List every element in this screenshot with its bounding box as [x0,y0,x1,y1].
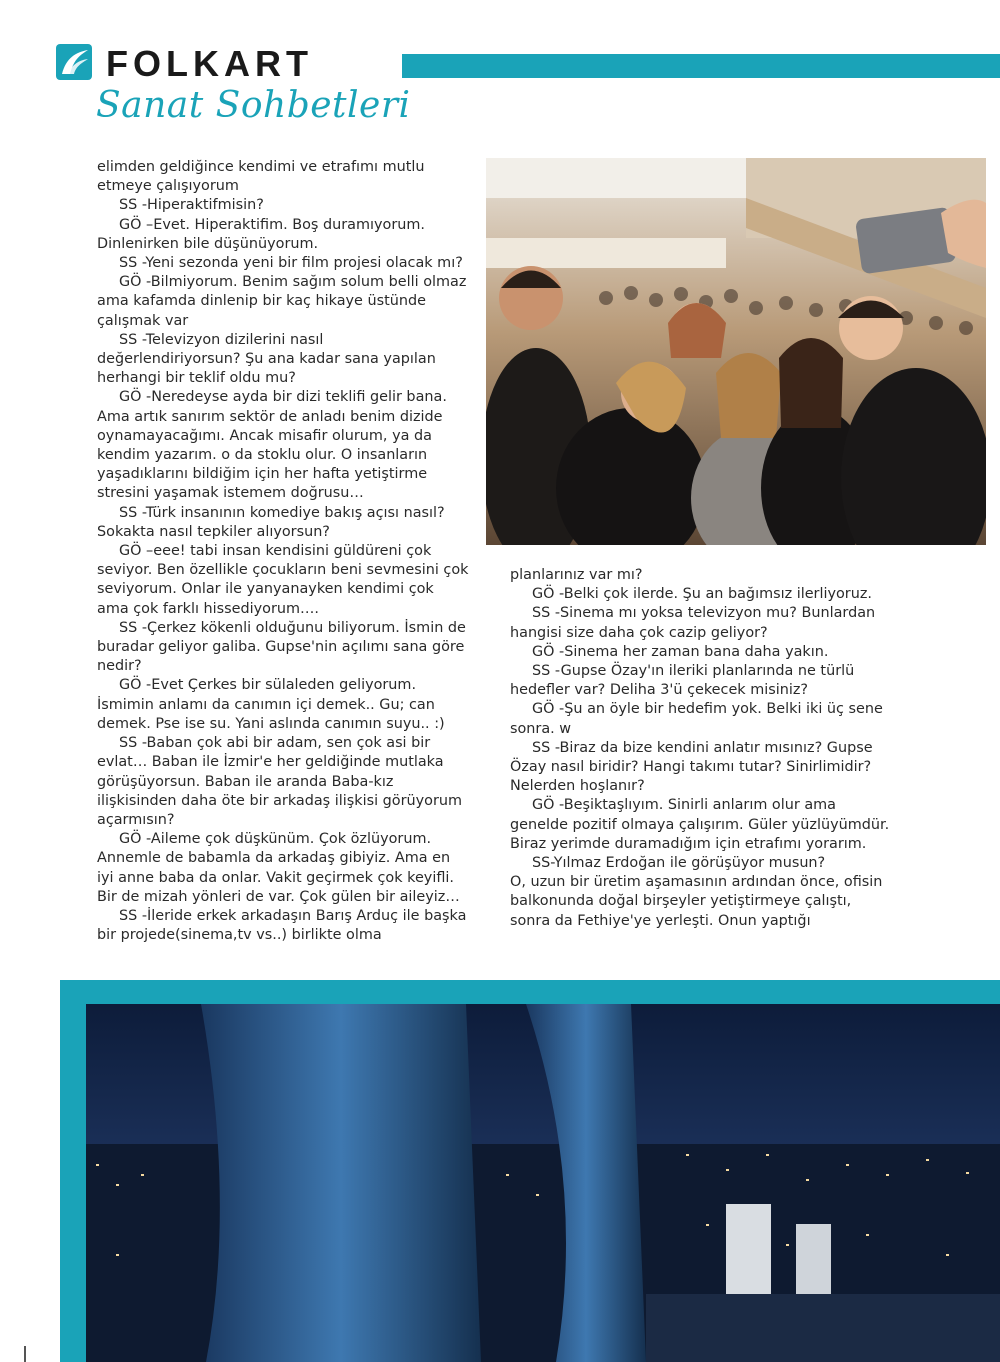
paragraph: planlarınız var mı? [510,567,643,583]
paragraph: elimden geldiğince kendimi ve etrafımı mutlu etmeye çalışıyorum [97,159,425,195]
question: SS -Gupse Özay'ın ileriki planlarında ne türlü hedefler var? Deliha 3'ü çekecek misiniz? [510,663,855,699]
answer: GÖ -Bilmiyorum. Benim sağım solum belli olmaz ama kafamda dinlenip bir kaç hikaye üstünde çalışmak var [97,274,467,329]
answer: GÖ -Aileme çok düşkünüm. Çok özlüyorum. Annemle de babamla da arkadaş gibiyiz. Ama en iyi anne baba da onlar. Vakit geçirmek çok keyifli. Bir de mizah yönleri de var. Çok gülen bir aileyiz… [97,831,460,905]
section-title: Sanat Sohbetleri [96,85,411,126]
question: SS -Yeni sezonda yeni bir film projesi olacak mı? [119,255,463,272]
brand-name: FOLKART [106,43,313,84]
article-right-column [510,566,890,931]
question: SS -Sinema mı yoksa televizyon mu? Bunlardan hangisi size daha çok cazip geliyor? [510,605,876,641]
answer: GÖ -Evet Çerkes bir sülaleden geliyorum. İsmimin anlamı da canımın içi demek.. Gu; can demek. Pse ise su. Yani aslında canımın suyu.. :) [97,677,445,732]
answer: GÖ –eee! tabi insan kendisini güldüreni çok seviyor. Ben özellikle çocukların beni sevmesini çok seviyorum. Onlar ile yanyanayken kendimi çok ama çok farklı hissediyorum…. [97,543,469,617]
folkart-leaf-icon [56,44,92,80]
question: SS -Hiperaktifmisin? [119,197,264,214]
answer: GÖ -Sinema her zaman bana daha yakın. [532,643,829,660]
question: SS -Çerkez kökenli olduğunu biliyorum. İsmin de buradar geliyor galiba. Gupse'nin açılımı sana göre nedir? [97,619,466,675]
article-left-column [97,158,469,945]
question: SS-Yılmaz Erdoğan ile görüşüyor musun? [532,855,826,872]
group-selfie-photo [486,158,986,545]
answer: GÖ -Neredeyse ayda bir dizi teklifi gelir bana. Ama artık sanırım sektör de anladı benim dizide oynamayacağımı. Ancak misafir olurum, ya da kendim yazarım. o da stoklu olur. O insanların yaşadıklarını bildiğim için her hafta yetiştirme stresini yaşamak istemem doğrusu… [97,389,447,502]
night-city-skyline-photo [86,1004,1000,1362]
header-accent-bar [402,54,1000,78]
answer: GÖ –Evet. Hiperaktifim. Boş duramıyorum. Dinlenirken bile düşünüyorum. [97,216,425,252]
question: SS -Televizyon dizilerini nasıl değerlendiriyorsun? Şu ana kadar sana yapılan herhangi bir teklif oldu mu? [97,331,436,387]
page-trim-mark [24,1346,26,1362]
answer: GÖ -Beşiktaşlıyım. Sinirli anlarım olur ama genelde pozitif olmaya çalışırım. Güler yüzlüyümdür. Biraz yerimde duramadığım için etrafımı yorarım. [510,797,890,852]
question: SS -Türk insanının komediye bakış açısı nasıl? Sokakta nasıl tepkiler alıyorsun? [97,504,445,540]
paragraph: O, uzun bir üretim aşamasının ardından önce, ofisin balkonunda doğal birşeyler yetiştirmeye çalıştı, sonra da Fethiye'ye yerleşti. Onun yaptığı [510,874,883,929]
question: SS -İleride erkek arkadaşın Barış Arduç ile başka bir projede(sinema,tv vs..) birlikte olma [97,907,467,944]
answer: GÖ -Şu an öyle bir hedefim yok. Belki iki üç sene sonra. w [510,701,883,737]
answer: GÖ -Belki çok ilerde. Şu an bağımsız ilerliyoruz. [532,586,872,603]
question: SS -Biraz da bize kendini anlatır mısınız? Gupse Özay nasıl biridir? Hangi takımı tutar? Sinirlimidir? Nelerden hoşlanır? [510,739,873,795]
question: SS -Baban çok abi bir adam, sen çok asi bir evlat… Baban ile İzmir'e her geldiğinde mutlaka görüşüyorsun. Baban ile aranda Baba-kız ilişkisinden daha öte bir arkadaş ilişkisi görüyorum açarmısın? [97,735,462,828]
